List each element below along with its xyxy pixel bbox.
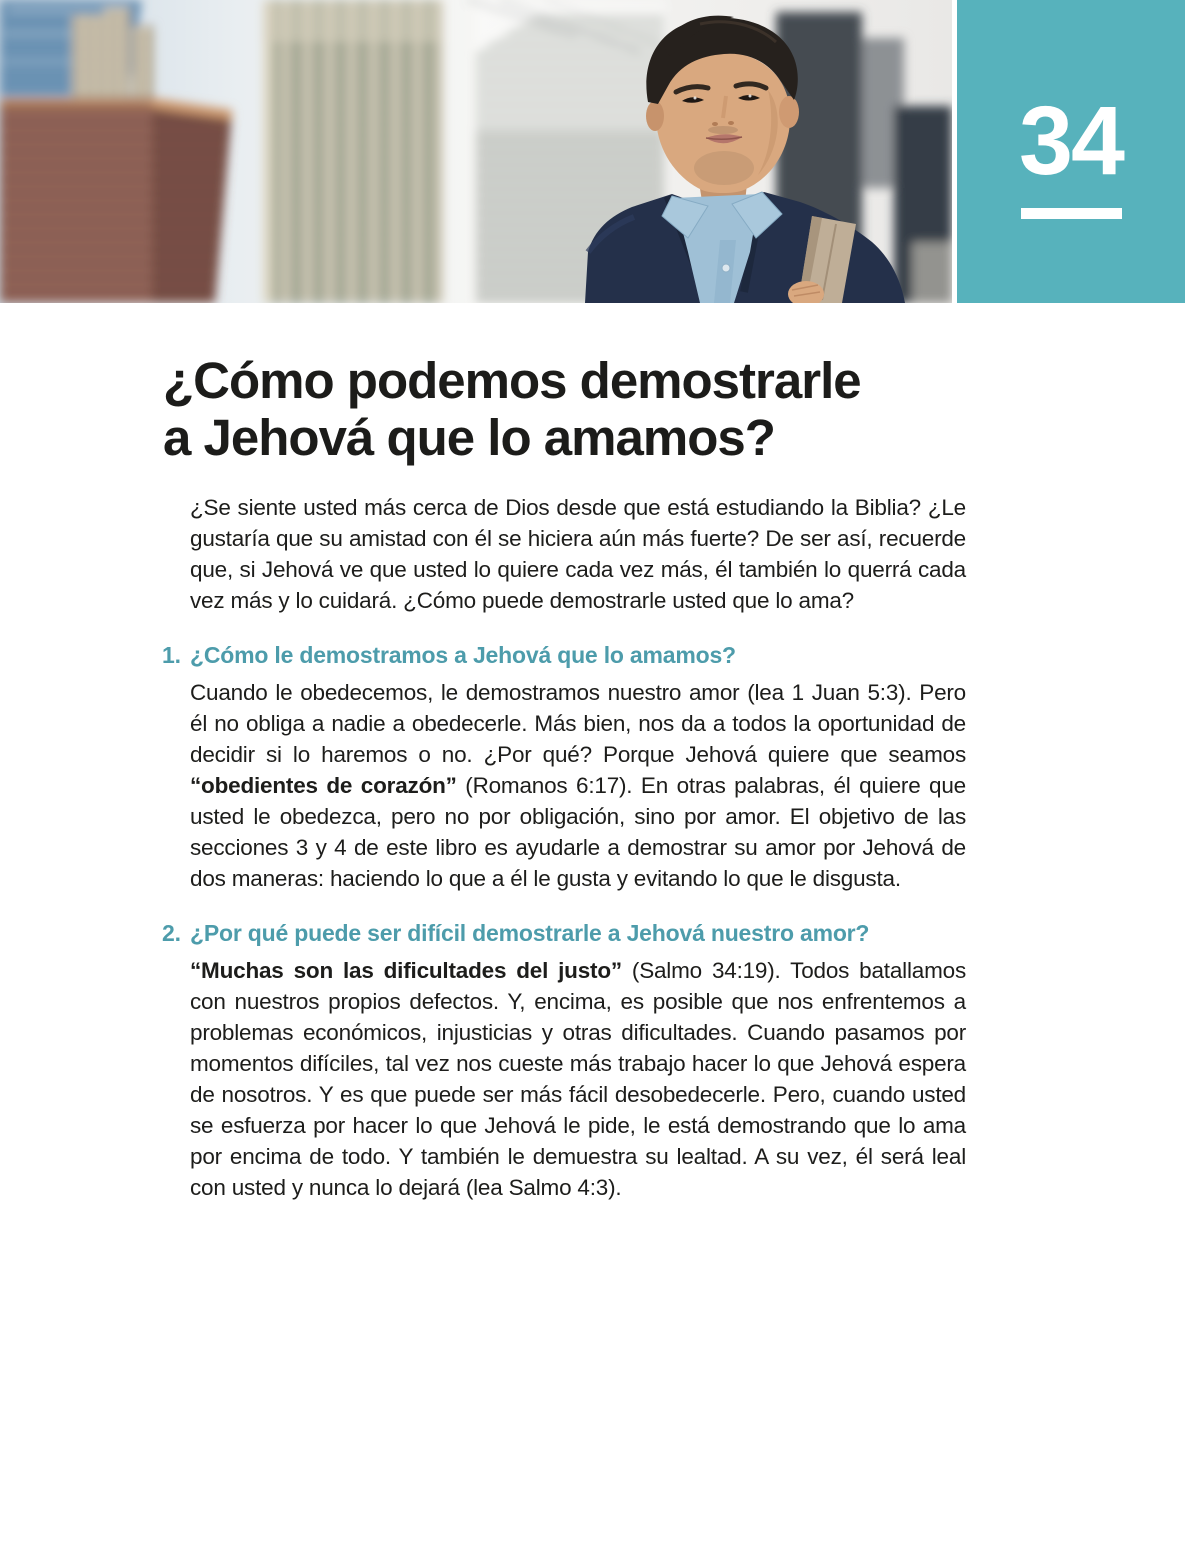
question-2-heading (162, 918, 966, 948)
question-2-number: 2. (162, 920, 181, 946)
chapter-number-badge (957, 0, 1185, 303)
page-title (163, 352, 1200, 466)
city-man-photo (0, 0, 952, 303)
chapter-number-underline (1021, 208, 1122, 219)
intro-paragraph: ¿Se siente usted más cerca de Dios desde que está estudiando la Biblia? ¿Le gustaría que su amistad con él se hiciera aún más fuerte? De ser así, recuerde que, si Jehová ve que usted lo quiere cada vez más, él también lo querrá cada vez más y lo cuidará. ¿Cómo puede demostrarle usted que lo ama? (190, 495, 966, 613)
page-header (0, 0, 1200, 303)
chapter-number: 34 (1019, 86, 1123, 195)
paragraph-2: “Muchas son las dificultades del justo” (Salmo 34:19). Todos batallamos con nuestros propios defectos. Y, encima, es posible que nos enfrentemos a problemas económicos, injusticias y otras dificultades. Cuando pasamos por momentos difíciles, tal vez nos cueste más trabajo hacer lo que Jehová espera de nosotros. Y es que puede ser más fácil desobedecerle. Pero, cuando usted se esfuerza por hacer lo que Jehová le pide, le está demostrando que lo ama por encima de todo. Y también le demuestra su lealtad. A su vez, él será leal con usted y nunca lo dejará (lea Salmo 4:3). (190, 958, 966, 1200)
question-1-text: ¿Cómo le demostramos a Jehová que lo amamos? (190, 642, 736, 668)
question-1-heading (162, 640, 966, 670)
page-title-line-2: a Jehová que lo amamos? (163, 409, 775, 466)
paragraph-1: Cuando le obedecemos, le demostramos nuestro amor (lea 1 Juan 5:3). Pero él no obliga a nadie a obedecerle. Más bien, nos da a todos la oportunidad de decidir si lo haremos o no. ¿Por qué? Porque Jehová quiere que seamos “obedientes de corazón” (Romanos 6:17). En otras palabras, él quiere que usted le obedezca, pero no por obligación, sino por amor. El objetivo de las secciones 3 y 4 de este libro es ayudarle a demostrar su amor por Jehová de dos maneras: haciendo lo que a él le gusta y evitando lo que le disgusta. (190, 680, 967, 891)
question-2-text: ¿Por qué puede ser difícil demostrarle a Jehová nuestro amor? (190, 920, 870, 946)
question-block-1 (0, 640, 1200, 894)
question-block-2 (0, 918, 1200, 1203)
question-1-number: 1. (162, 642, 181, 668)
page-title-line-1: ¿Cómo podemos demostrarle (163, 352, 861, 409)
